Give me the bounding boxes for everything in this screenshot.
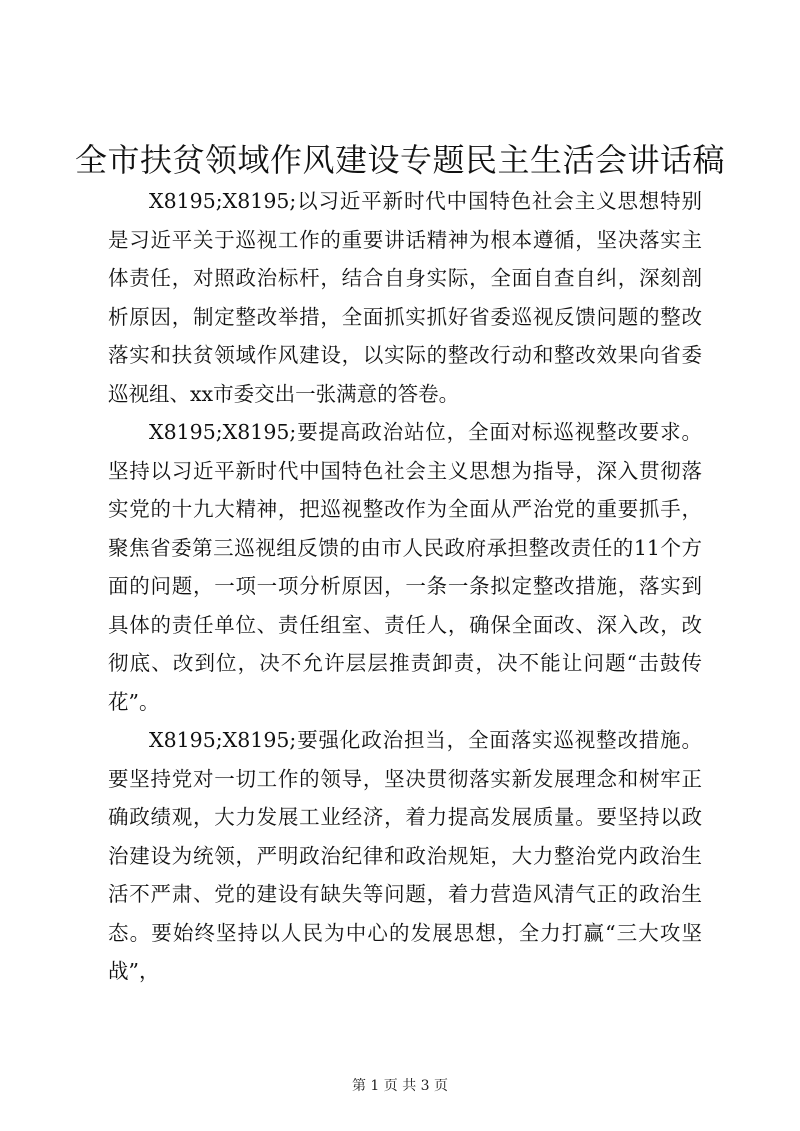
paragraph-2: X8195;X8195;要提高政治站位，全面对标巡视整改要求。坚持以习近平新时代中国特色社会主义思想为指导，深入贯彻落实党的十九大精神，把巡视整改作为全面从严治党的重要抓手，聚焦省委第三巡视组反馈的由市人民政府承担整改责任的11个方面的问题，一项一项分析原因，一条一条拟定整改措施，落实到具体的责任单位、责任组室、责任人，确保全面改、深入改，改彻底、改到位，决不允许层层推责卸责，决不能让问题“击鼓传花”。 bbox=[108, 420, 702, 714]
paragraph-3: X8195;X8195;要强化政治担当，全面落实巡视整改措施。要坚持党对一切工作的领导，坚决贯彻落实新发展理念和树牢正确政绩观，大力发展工业经济，着力提高发展质量。要坚持以政治建设为统领，严明政治纪律和政治规矩，大力整治党内政治生活不严肃、党的建设有缺失等问题，着力营造风清气正的政治生态。要始终坚持以人民为中心的发展思想，全力打赢“三大攻坚战”， bbox=[108, 728, 702, 983]
page-footer: 第 1 页 共 3 页 bbox=[351, 1078, 449, 1094]
paragraph-1: X8195;X8195;以习近平新时代中国特色社会主义思想特别是习近平关于巡视工作的重要讲话精神为根本遵循，坚决落实主体责任，对照政治标杆，结合自身实际，全面自查自纠，深刻剖析原因，制定整改举措，全面抓实抓好省委巡视反馈问题的整改落实和扶贫领域作风建设，以实际的整改行动和整改效果向省委巡视组、xx市委交出一张满意的答卷。 bbox=[108, 189, 702, 406]
document-body bbox=[108, 182, 702, 991]
document-title: 全市扶贫领域作风建设专题民主生活会讲话稿 bbox=[74, 141, 725, 179]
